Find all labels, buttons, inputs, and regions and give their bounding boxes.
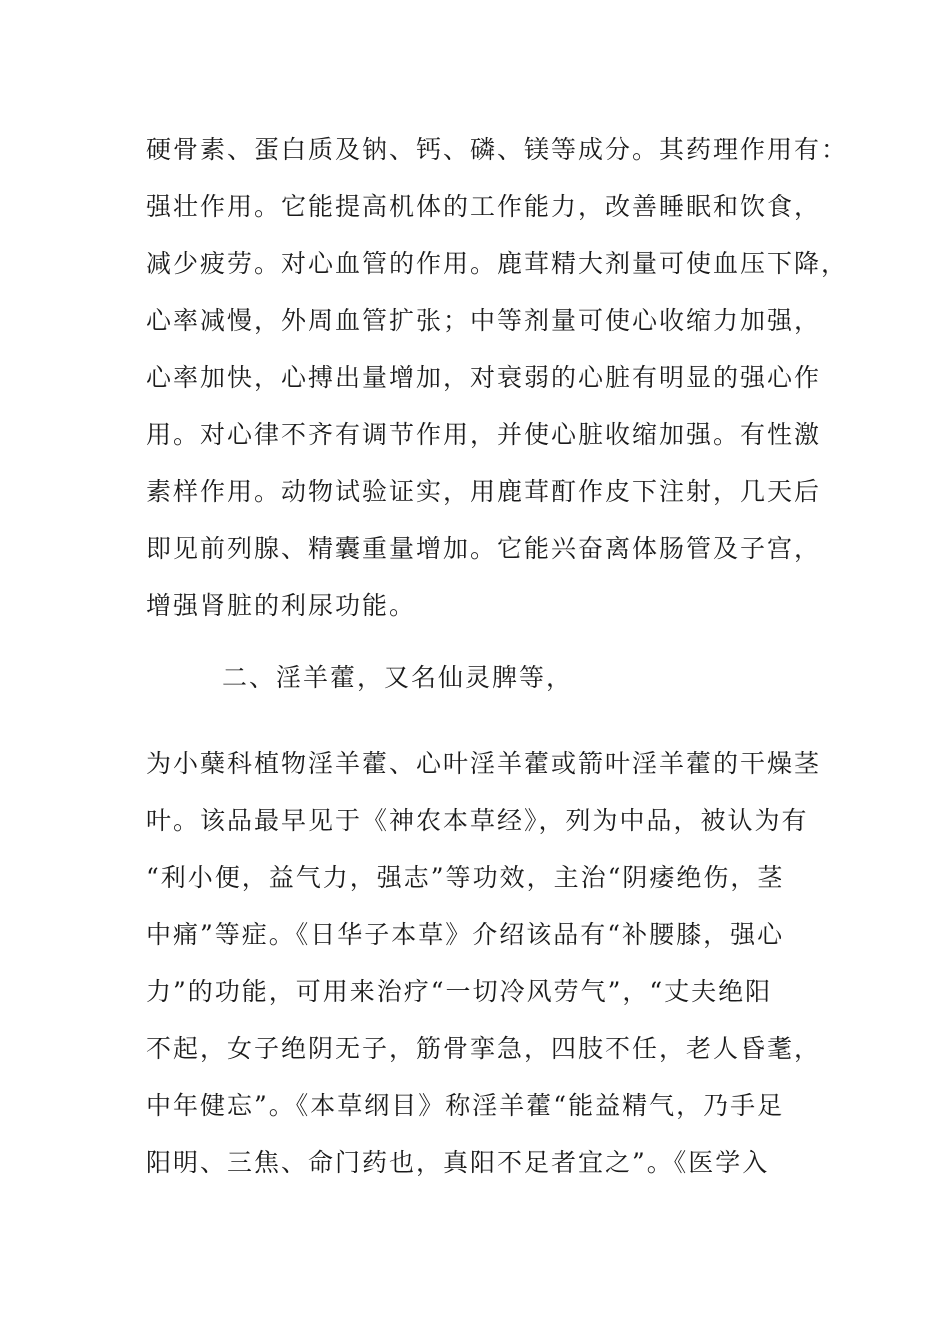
text-line: 减少疲劳。对心血管的作用。鹿茸精大剂量可使血压下降，: [146, 249, 849, 278]
text-line: 为小蘖科植物淫羊藿、心叶淫羊藿或箭叶淫羊藿的干燥茎: [146, 749, 822, 778]
text-line: 硬骨素、蛋白质及钠、钙、磷、镁等成分。其药理作用有：: [146, 135, 849, 164]
section-heading-text: 二、淫羊藿，又名仙灵脾等，: [222, 663, 574, 692]
text-line: 心率减慢，外周血管扩张；中等剂量可使心收缩力加强，: [146, 306, 822, 335]
text-line: 强壮作用。它能提高机体的工作能力，改善睡眠和饮食，: [146, 192, 822, 221]
text-line: 不起，女子绝阴无子，筋骨挛急，四肢不任，老人昏耄，: [146, 1034, 822, 1063]
text-line: 中痛”等症。《日华子本草》介绍该品有“补腰膝，强心: [146, 920, 785, 949]
text-line: 叶。该品最早见于《神农本草经》，列为中品，被认为有: [146, 806, 809, 835]
text-line: 力”的功能，可用来治疗“一切冷风劳气”，“丈夫绝阳: [146, 977, 773, 1006]
text-line: 阳明、三焦、命门药也，真阳不足者宜之”。《医学入: [146, 1148, 770, 1177]
text-line: “利小便，益气力，强志”等功效，主治“阴痿绝伤，茎: [146, 863, 785, 892]
paragraph-deer-antler-pharmacology: [146, 121, 849, 634]
text-line: 即见前列腺、精囊重量增加。它能兴奋离体肠管及子宫，: [146, 534, 822, 563]
text-line: 用。对心律不齐有调节作用，并使心脏收缩加强。有性激: [146, 420, 822, 449]
section-heading-epimedium: [222, 649, 902, 706]
paragraph-epimedium-description: [146, 735, 826, 1191]
text-line: 心率加快，心搏出量增加，对衰弱的心脏有明显的强心作: [146, 363, 822, 392]
text-line: 素样作用。动物试验证实，用鹿茸酊作皮下注射，几天后: [146, 477, 822, 506]
text-line: 中年健忘”。《本草纲目》称淫羊藿“能益精气，乃手足: [146, 1091, 785, 1120]
text-line: 增强肾脏的利尿功能。: [146, 591, 417, 620]
